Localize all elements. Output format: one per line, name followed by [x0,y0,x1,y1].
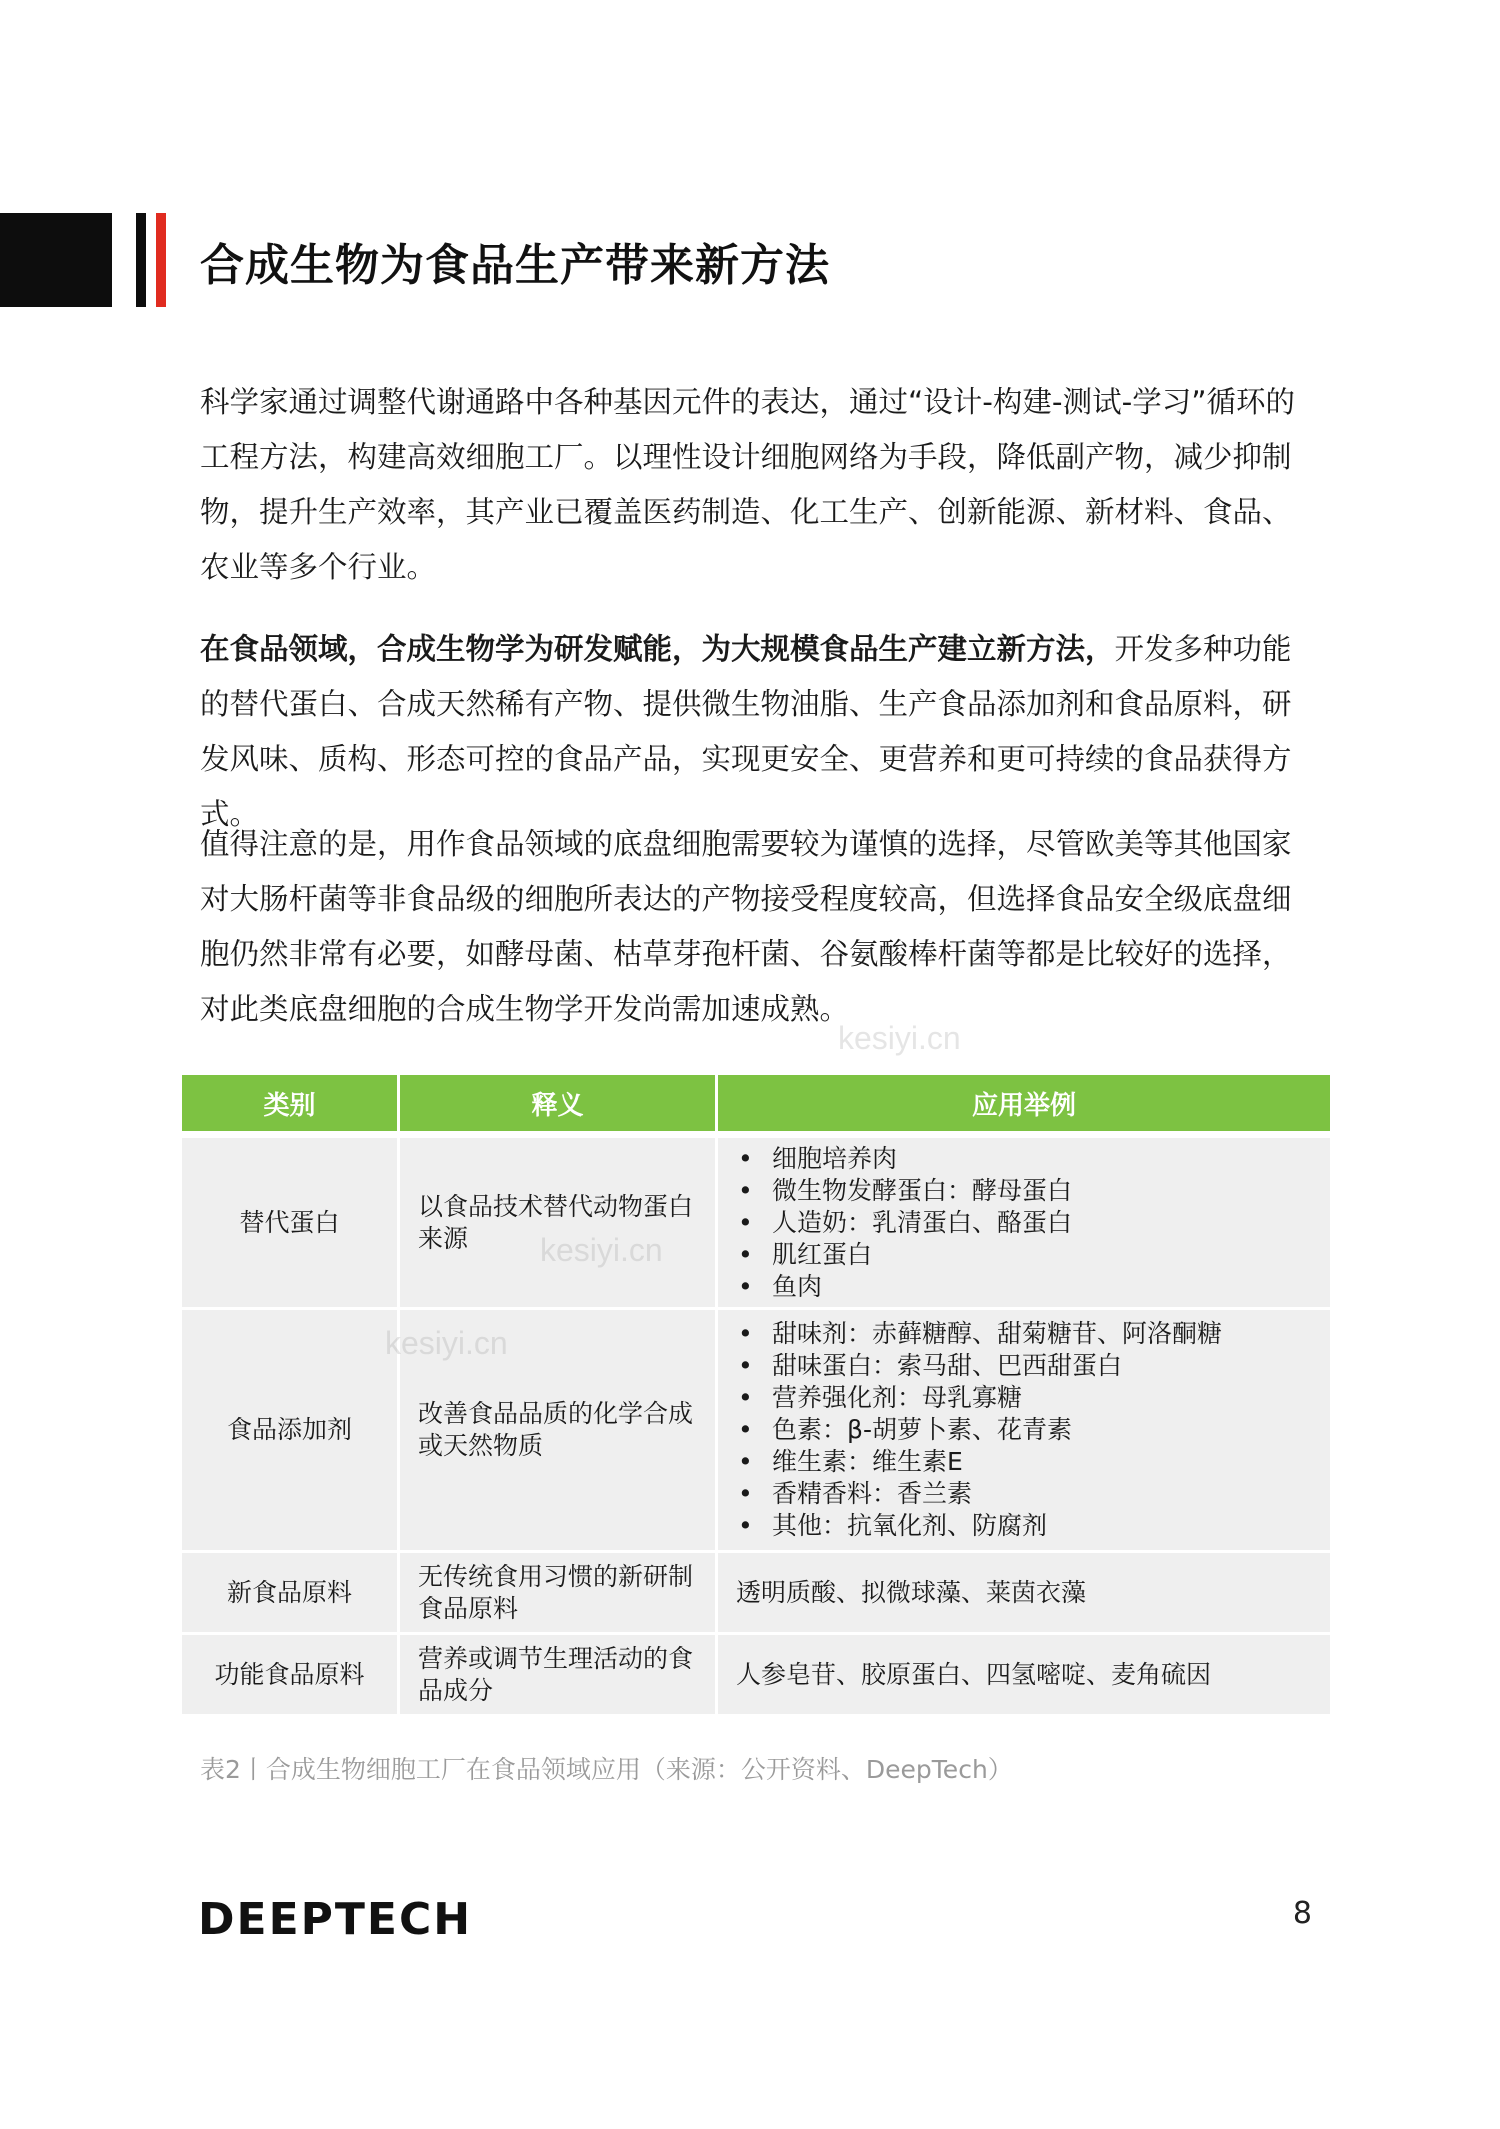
example-item: • 营养强化剂：母乳寡糖 [736,1382,1312,1414]
header-category: 类别 [182,1075,400,1138]
paragraph-2 [200,622,1312,842]
table-row [182,1635,1330,1717]
paragraph-2-bold: 在食品领域，合成生物学为研发赋能，为大规模食品生产建立新方法， [200,632,1115,666]
example-item: • 维生素：维生素E [736,1446,1312,1478]
section-marker-bar-black [136,213,146,307]
paragraph-3: 值得注意的是，用作食品领域的底盘细胞需要较为谨慎的选择，尽管欧美等其他国家对大肠杆菌等非食品级的细胞所表达的产物接受程度较高，但选择食品安全级底盘细胞仍然非常有必要，如酵母菌、枯草芽孢杆菌、谷氨酸棒杆菌等都是比较好的选择，对此类底盘细胞的合成生物学开发尚需加速成熟。 [200,827,1292,1026]
table-row [182,1138,1330,1310]
table-row [182,1553,1330,1635]
example-item: • 人造奶：乳清蛋白、酪蛋白 [736,1207,1312,1239]
row-definition: 营养或调节生理活动的食品成分 [400,1635,718,1717]
row-definition: 无传统食用习惯的新研制食品原料 [400,1553,718,1635]
table-caption: 表2丨合成生物细胞工厂在食品领域应用（来源：公开资料、DeepTech） [200,1755,1013,1784]
row-examples: 透明质酸、拟微球藻、莱茵衣藻 [718,1553,1330,1635]
example-item: • 细胞培养肉 [736,1143,1312,1175]
example-item: • 肌红蛋白 [736,1239,1312,1271]
header-definition: 释义 [400,1075,718,1138]
section-marker-block [0,213,112,307]
section-marker-bar-red [156,213,166,307]
row-category: 替代蛋白 [182,1138,400,1310]
example-item: • 甜味剂：赤藓糖醇、甜菊糖苷、阿洛酮糖 [736,1318,1312,1350]
row-category: 新食品原料 [182,1553,400,1635]
deeptech-logo: DEEPTECH [198,1894,473,1945]
example-item: • 鱼肉 [736,1271,1312,1303]
example-item: • 其他：抗氧化剂、防腐剂 [736,1510,1312,1542]
page-number: 8 [1292,1896,1312,1931]
watermark: kesiyi.cn [838,1020,961,1056]
row-category: 功能食品原料 [182,1635,400,1717]
row-category: 食品添加剂 [182,1310,400,1553]
food-application-table [182,1075,1330,1717]
header-examples: 应用举例 [718,1075,1330,1138]
table-header-row [182,1075,1330,1138]
example-item: • 微生物发酵蛋白：酵母蛋白 [736,1175,1312,1207]
paragraph-2-rest: 开发多种功能的替代蛋白、合成天然稀有产物、提供微生物油脂、生产食品添加剂和食品原料，研发风味、质构、形态可控的食品产品，实现更安全、更营养和更可持续的食品获得方式。 [200,632,1292,831]
row-definition: 以食品技术替代动物蛋白来源 [400,1138,718,1310]
row-examples [718,1138,1330,1310]
example-item: • 甜味蛋白：索马甜、巴西甜蛋白 [736,1350,1312,1382]
watermark: kesiyi.cn [385,1325,508,1361]
page-title: 合成生物为食品生产带来新方法 [200,240,830,291]
example-item: • 色素：β-胡萝卜素、花青素 [736,1414,1312,1446]
watermark: kesiyi.cn [540,1232,663,1268]
row-examples: 人参皂苷、胶原蛋白、四氢嘧啶、麦角硫因 [718,1635,1330,1717]
row-examples [718,1310,1330,1553]
table-row [182,1310,1330,1553]
row-definition: 改善食品品质的化学合成或天然物质 [400,1310,718,1553]
paragraph-1: 科学家通过调整代谢通路中各种基因元件的表达，通过“设计-构建-测试-学习”循环的工程方法，构建高效细胞工厂。以理性设计细胞网络为手段，降低副产物，减少抑制物，提升生产效率，其产业已覆盖医药制造、化工生产、创新能源、新材料、食品、农业等多个行业。 [200,385,1296,584]
example-item: • 香精香料：香兰素 [736,1478,1312,1510]
